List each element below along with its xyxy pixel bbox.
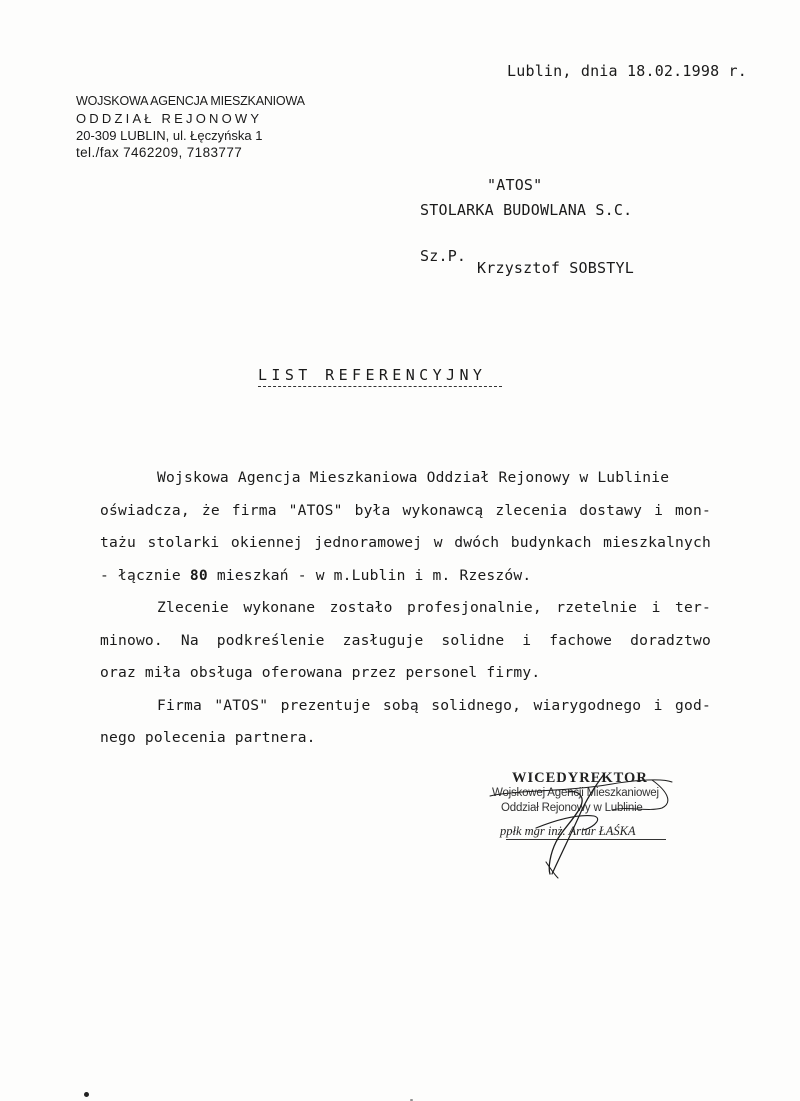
stamp-division: Oddział Rejonowy w Lublinie bbox=[501, 802, 643, 814]
letterhead-address: 20-309 LUBLIN, ul. Łęczyńska 1 bbox=[76, 128, 263, 143]
body-line bbox=[100, 560, 711, 593]
body-line: tażu stolarki okiennej jednoramowej w dwóch budynkach mieszkalnych bbox=[100, 534, 711, 551]
body-line: Wojskowa Agencja Mieszkaniowa Oddział Rejonowy w Lublinie bbox=[157, 469, 670, 486]
body-line: Zlecenie wykonane zostało profesjonalnie, rzetelnie i ter- bbox=[157, 599, 711, 616]
recipient-salutation: Sz.P. bbox=[420, 247, 467, 265]
letter-title: LIST REFERENCYJNY bbox=[258, 366, 487, 384]
body-line: oświadcza, że firma "ATOS" była wykonawcą zlecenia dostawy i mon- bbox=[100, 501, 711, 519]
body-bold-count: 80 bbox=[189, 566, 208, 584]
body-line: nego polecenia partnera. bbox=[100, 729, 316, 746]
letterhead-agency: WOJSKOWA AGENCJA MIESZKANIOWA bbox=[76, 94, 305, 108]
letterhead bbox=[76, 93, 305, 161]
letterhead-division: ODDZIAŁ REJONOWY bbox=[76, 111, 263, 126]
paper-speck bbox=[84, 1092, 89, 1097]
recipient-company: "ATOS" bbox=[487, 176, 543, 194]
letter-date: Lublin, dnia 18.02.1998 r. bbox=[507, 62, 747, 80]
letterhead-phone: tel./fax 7462209, 7183777 bbox=[76, 145, 243, 160]
stamp-officer-name: ppłk mgr inż. Artur ŁAŚKA bbox=[500, 824, 636, 838]
handwritten-signature bbox=[476, 770, 696, 880]
stamp-agency: Wojskowej Agencji Mieszkaniowej bbox=[492, 787, 659, 799]
body-line: Firma "ATOS" prezentuje sobą solidnego, wiarygodnego i god- bbox=[157, 696, 711, 714]
recipient-person: Krzysztof SOBSTYL bbox=[477, 259, 634, 277]
body-text: mieszkań - w m.Lublin i m. Rzeszów. bbox=[207, 566, 532, 584]
official-stamp bbox=[476, 770, 696, 880]
recipient-company-type: STOLARKA BUDOWLANA S.C. bbox=[420, 201, 633, 219]
body-line: oraz miła obsługa oferowana przez personel firmy. bbox=[100, 664, 541, 681]
title-underline bbox=[258, 386, 502, 387]
body-text: - łącznie bbox=[100, 566, 190, 584]
body-line: minowo. Na podkreślenie zasługuje solidne i fachowe doradztwo bbox=[100, 631, 711, 649]
letter-body bbox=[100, 462, 711, 755]
stamp-title: WICEDYREKTOR bbox=[512, 770, 648, 786]
